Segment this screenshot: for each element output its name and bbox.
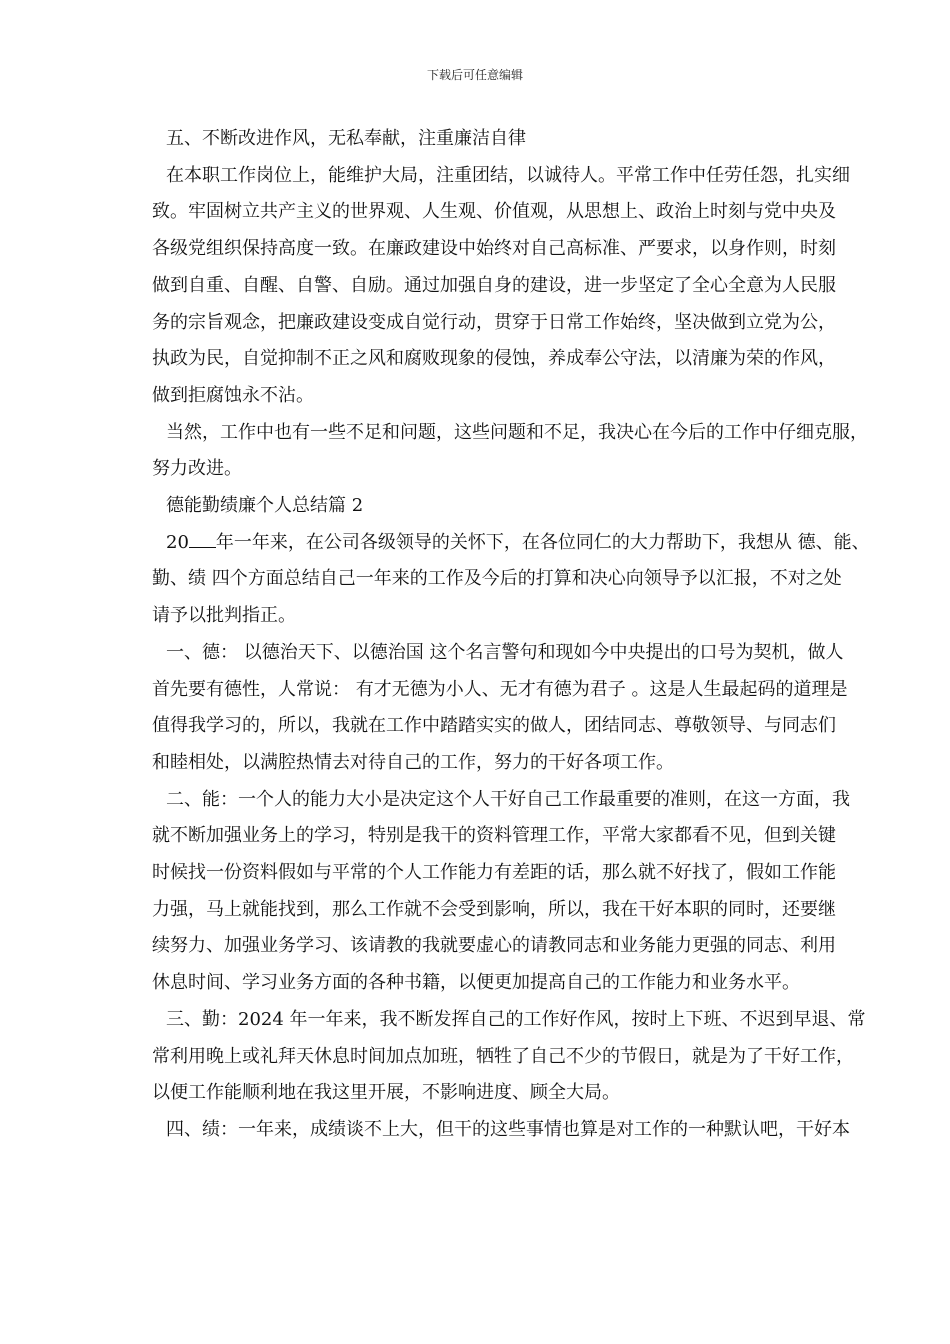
page-header-note: 下载后可任意编辑 [426,68,523,82]
ji-paragraph [138,1112,892,1149]
text-line: 二、能：一个人的能力大小是决定这个人干好自己工作最重要的准则，在这一方面，我 [166,788,850,810]
text-line: 当然，工作中也有一些不足和问题，这些问题和不足，我决心在今后的工作中仔细克服， [166,421,868,443]
text-line: 执政为民，自觉抑制不正之风和腐败现象的侵蚀，养成奉公守法，以清廉为荣的作风， [152,348,836,370]
text-line: 一、德： 以德治天下、以德治国 这个名言警句和现如今中央提出的口号为契机，做人 [166,641,844,663]
qin-paragraph [138,1002,892,1112]
text-line: 时候找一份资料假如与平常的个人工作能力有差距的话，那么就不好找了，假如工作能 [152,862,836,884]
text-line: 三、勤：2024 年一年来，我不断发挥自己的工作好作风，按时上下班、不迟到早退、常 [166,1008,866,1030]
article-title: 德能勤绩廉个人总结篇 2 [166,495,364,517]
text-line: 四、绩：一年来，成绩谈不上大，但干的这些事情也算是对工作的一种默认吧，干好本 [166,1118,850,1140]
text-line [138,525,892,562]
document-body [138,121,892,1149]
text-line: 和睦相处，以满腔热情去对待自己的工作，努力的干好各项工作。 [152,751,674,773]
section5-paragraph-1 [138,158,892,415]
text-line: 以便工作能顺利地在我这里开展，不影响进度、顾全大局。 [152,1082,620,1104]
text-line: 就不断加强业务上的学习，特别是我干的资料管理工作，平常大家都看不见，但到关键 [152,825,836,847]
text-line: 力强，马上就能找到，那么工作就不会受到影响，所以，我在干好本职的同时，还要继 [152,898,836,920]
de-paragraph [138,635,892,782]
text-line: 勤、绩 四个方面总结自己一年来的工作及今后的打算和决心向领导予以汇报，不对之处 [152,568,842,590]
text-line: 常利用晚上或礼拜天休息时间加点加班，牺牲了自己不少的节假日，就是为了干好工作， [152,1045,854,1067]
intro-paragraph [138,525,892,635]
neng-paragraph [138,782,892,1002]
text-line: 致。牢固树立共产主义的世界观、人生观、价值观，从思想上、政治上时刻与党中央及 [152,201,836,223]
section5-paragraph-2 [138,415,892,488]
text-line: 努力改进。 [152,458,242,480]
year-prefix: 20 [166,531,189,553]
blank-underline [189,533,216,548]
text-line: 在本职工作岗位上，能维护大局，注重团结，以诚待人。平常工作中任劳任怨，扎实细 [166,164,850,186]
text-line: 务的宗旨观念，把廉政建设变成自觉行动，贯穿于日常工作始终，坚决做到立党为公， [152,311,836,333]
text-line: 做到拒腐蚀永不沾。 [152,384,314,406]
text-line: 请予以批判指正。 [152,605,296,627]
text-line: 各级党组织保持高度一致。在廉政建设中始终对自己高标准、严要求，以身作则，时刻 [152,238,836,260]
text-line: 首先要有德性，人常说： 有才无德为小人、无才有德为君子 。这是人生最起码的道理是 [152,678,848,700]
section-heading-5: 五、不断改进作风，无私奉献，注重廉洁自律 [166,128,526,149]
text-line-rest: 年一年来，在公司各级领导的关怀下，在各位同仁的大力帮助下，我想从 德、能、 [215,531,870,553]
text-line: 做到自重、自醒、自警、自励。通过加强自身的建设，进一步坚定了全心全意为人民服 [152,274,836,296]
text-line: 值得我学习的，所以，我就在工作中踏踏实实的做人，团结同志、尊敬领导、与同志们 [152,715,836,737]
text-line: 续努力、加强业务学习、该请教的我就要虚心的请教同志和业务能力更强的同志、利用 [152,935,836,957]
text-line: 休息时间、学习业务方面的各种书籍，以便更加提高自己的工作能力和业务水平。 [152,972,800,994]
